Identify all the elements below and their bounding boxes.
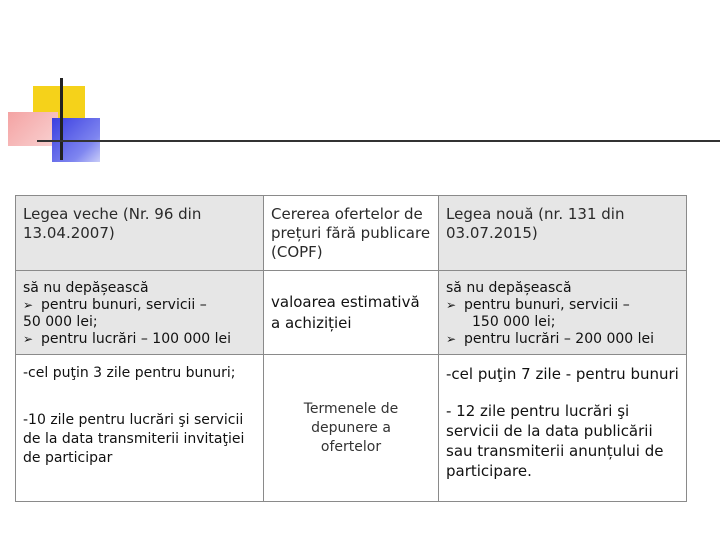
new-intro: să nu depășească (446, 280, 572, 296)
value-label-cell (263, 270, 438, 354)
comparison-table (15, 195, 687, 502)
arrow-bullet-icon: ➢ (23, 332, 34, 346)
old-works-item (23, 331, 256, 348)
new-works-item (446, 331, 679, 348)
old-value-thresholds (16, 270, 263, 354)
new-deadlines (438, 354, 686, 501)
new-goods-item (446, 297, 679, 314)
new-deadline-goods: -cel puţin 7 zile - pentru bunuri (446, 365, 679, 383)
old-deadline-goods: -cel puţin 3 zile pentru bunuri; (23, 365, 236, 381)
deadline-label-cell (263, 354, 438, 501)
header-old-law: Legea veche (Nr. 96 din 13.04.2007) (16, 196, 263, 270)
old-goods-label: pentru bunuri, servicii – (41, 297, 207, 313)
old-intro: să nu depășească (23, 280, 149, 296)
value-label: valoarea estimativă a achiziției (271, 292, 420, 332)
new-goods-label: pentru bunuri, servicii – (464, 297, 630, 313)
decorative-logo (0, 0, 720, 170)
old-goods-item (23, 297, 256, 314)
old-deadlines (16, 354, 263, 501)
arrow-bullet-icon: ➢ (23, 298, 34, 312)
header-procedure: Cererea ofertelor de prețuri fără publicare (COPF) (263, 196, 438, 270)
logo-vertical-line (60, 78, 63, 160)
arrow-bullet-icon: ➢ (446, 298, 457, 312)
old-goods-amount: 50 000 lei; (23, 314, 98, 330)
old-works-label: pentru lucrări – 100 000 lei (41, 331, 232, 347)
header-new-law: Legea nouă (nr. 131 din 03.07.2015) (438, 196, 686, 270)
new-value-thresholds (438, 270, 686, 354)
new-goods-amount: 150 000 lei; (472, 314, 556, 330)
deadline-label: Termenele de depunere a ofertelor (303, 400, 399, 455)
old-deadline-works: -10 zile pentru lucrări şi servicii de la data transmiterii invitaţiei de participar (23, 412, 245, 466)
header-rule (37, 140, 720, 142)
new-deadline-works: - 12 zile pentru lucrări şi servicii de la data publicării sau transmiterii anunțului de participare. (446, 402, 664, 480)
arrow-bullet-icon: ➢ (446, 332, 457, 346)
new-works-label: pentru lucrări – 200 000 lei (464, 331, 655, 347)
